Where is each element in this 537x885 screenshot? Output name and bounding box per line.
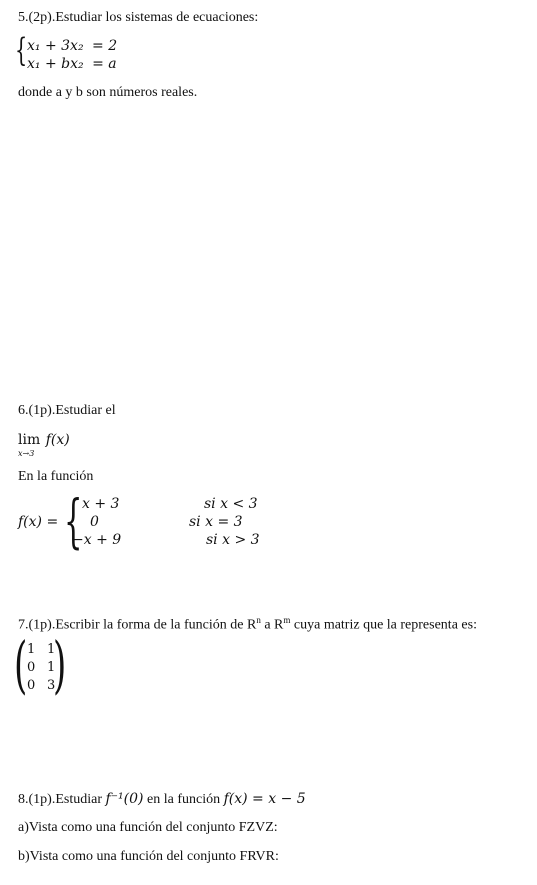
q7-title <box>18 615 477 634</box>
q5-eq1-rhs: = 2 <box>92 38 118 54</box>
q8-part-a: a)Vista como una función del conjunto FZVZ: <box>18 820 278 835</box>
q6-in-func: En la función <box>18 469 94 484</box>
q6-limit <box>18 432 70 449</box>
q5-eq2 <box>27 56 117 72</box>
q7-matrix-cell: 1 <box>27 642 36 657</box>
q6-case2-expr: 0 <box>90 514 99 530</box>
q8-title-pre: 8.(1p).Estudiar <box>18 792 106 807</box>
q7-matrix-cell: 1 <box>47 660 56 675</box>
q8-title-mid: en la función <box>143 792 224 807</box>
q7-sup-m: m <box>283 615 291 625</box>
q6-cases-brace: { <box>64 487 83 555</box>
q5-note: donde a y b son números reales. <box>18 85 198 100</box>
q6-title: 6.(1p).Estudiar el <box>18 403 116 418</box>
q5-eq1 <box>27 38 117 54</box>
q7-title-mid: a R <box>260 617 284 633</box>
q6-case3-cond: si x > 3 <box>206 532 260 548</box>
q6-f-lhs: f(x) = <box>18 514 59 530</box>
q6-lim-sub: x→3 <box>18 449 35 458</box>
q5-system-brace: { <box>15 31 28 69</box>
q7-title-post: cuya matriz que la representa es: <box>290 617 477 633</box>
q6-case1-cond: si x < 3 <box>204 496 258 512</box>
q7-matrix-right-paren: ) <box>53 628 67 701</box>
q7-matrix-cell: 0 <box>27 678 36 693</box>
q7-sup-n: n <box>256 615 261 625</box>
q8-inverse: f⁻¹(0) <box>105 791 144 807</box>
q7-matrix-cell: 0 <box>27 660 36 675</box>
q5-title: 5.(2p).Estudiar los sistemas de ecuaciones: <box>18 10 259 25</box>
q8-title <box>18 791 306 808</box>
q8-part-b: b)Vista como una función del conjunto FRVR: <box>18 849 279 864</box>
q7-matrix-cell: 1 <box>47 642 56 657</box>
q7-title-pre: 7.(1p).Escribir la forma de la función de R <box>18 617 257 633</box>
q6-lim-func: f(x) <box>45 432 70 448</box>
q7-matrix-cell: 3 <box>47 678 56 693</box>
q7-matrix-left-paren: ( <box>14 628 28 701</box>
q8-func: f(x) = x − 5 <box>223 791 306 807</box>
q6-case1-expr: x + 3 <box>82 496 120 512</box>
q5-eq2-lhs: x₁ + bx₂ <box>27 56 84 72</box>
q5-eq1-lhs: x₁ + 3x₂ <box>27 38 84 54</box>
q6-case2-cond: si x = 3 <box>189 514 243 530</box>
q6-lim-word: lim <box>18 432 41 448</box>
q6-case3-expr: −x + 9 <box>72 532 122 548</box>
q5-eq2-rhs: = a <box>92 56 117 72</box>
